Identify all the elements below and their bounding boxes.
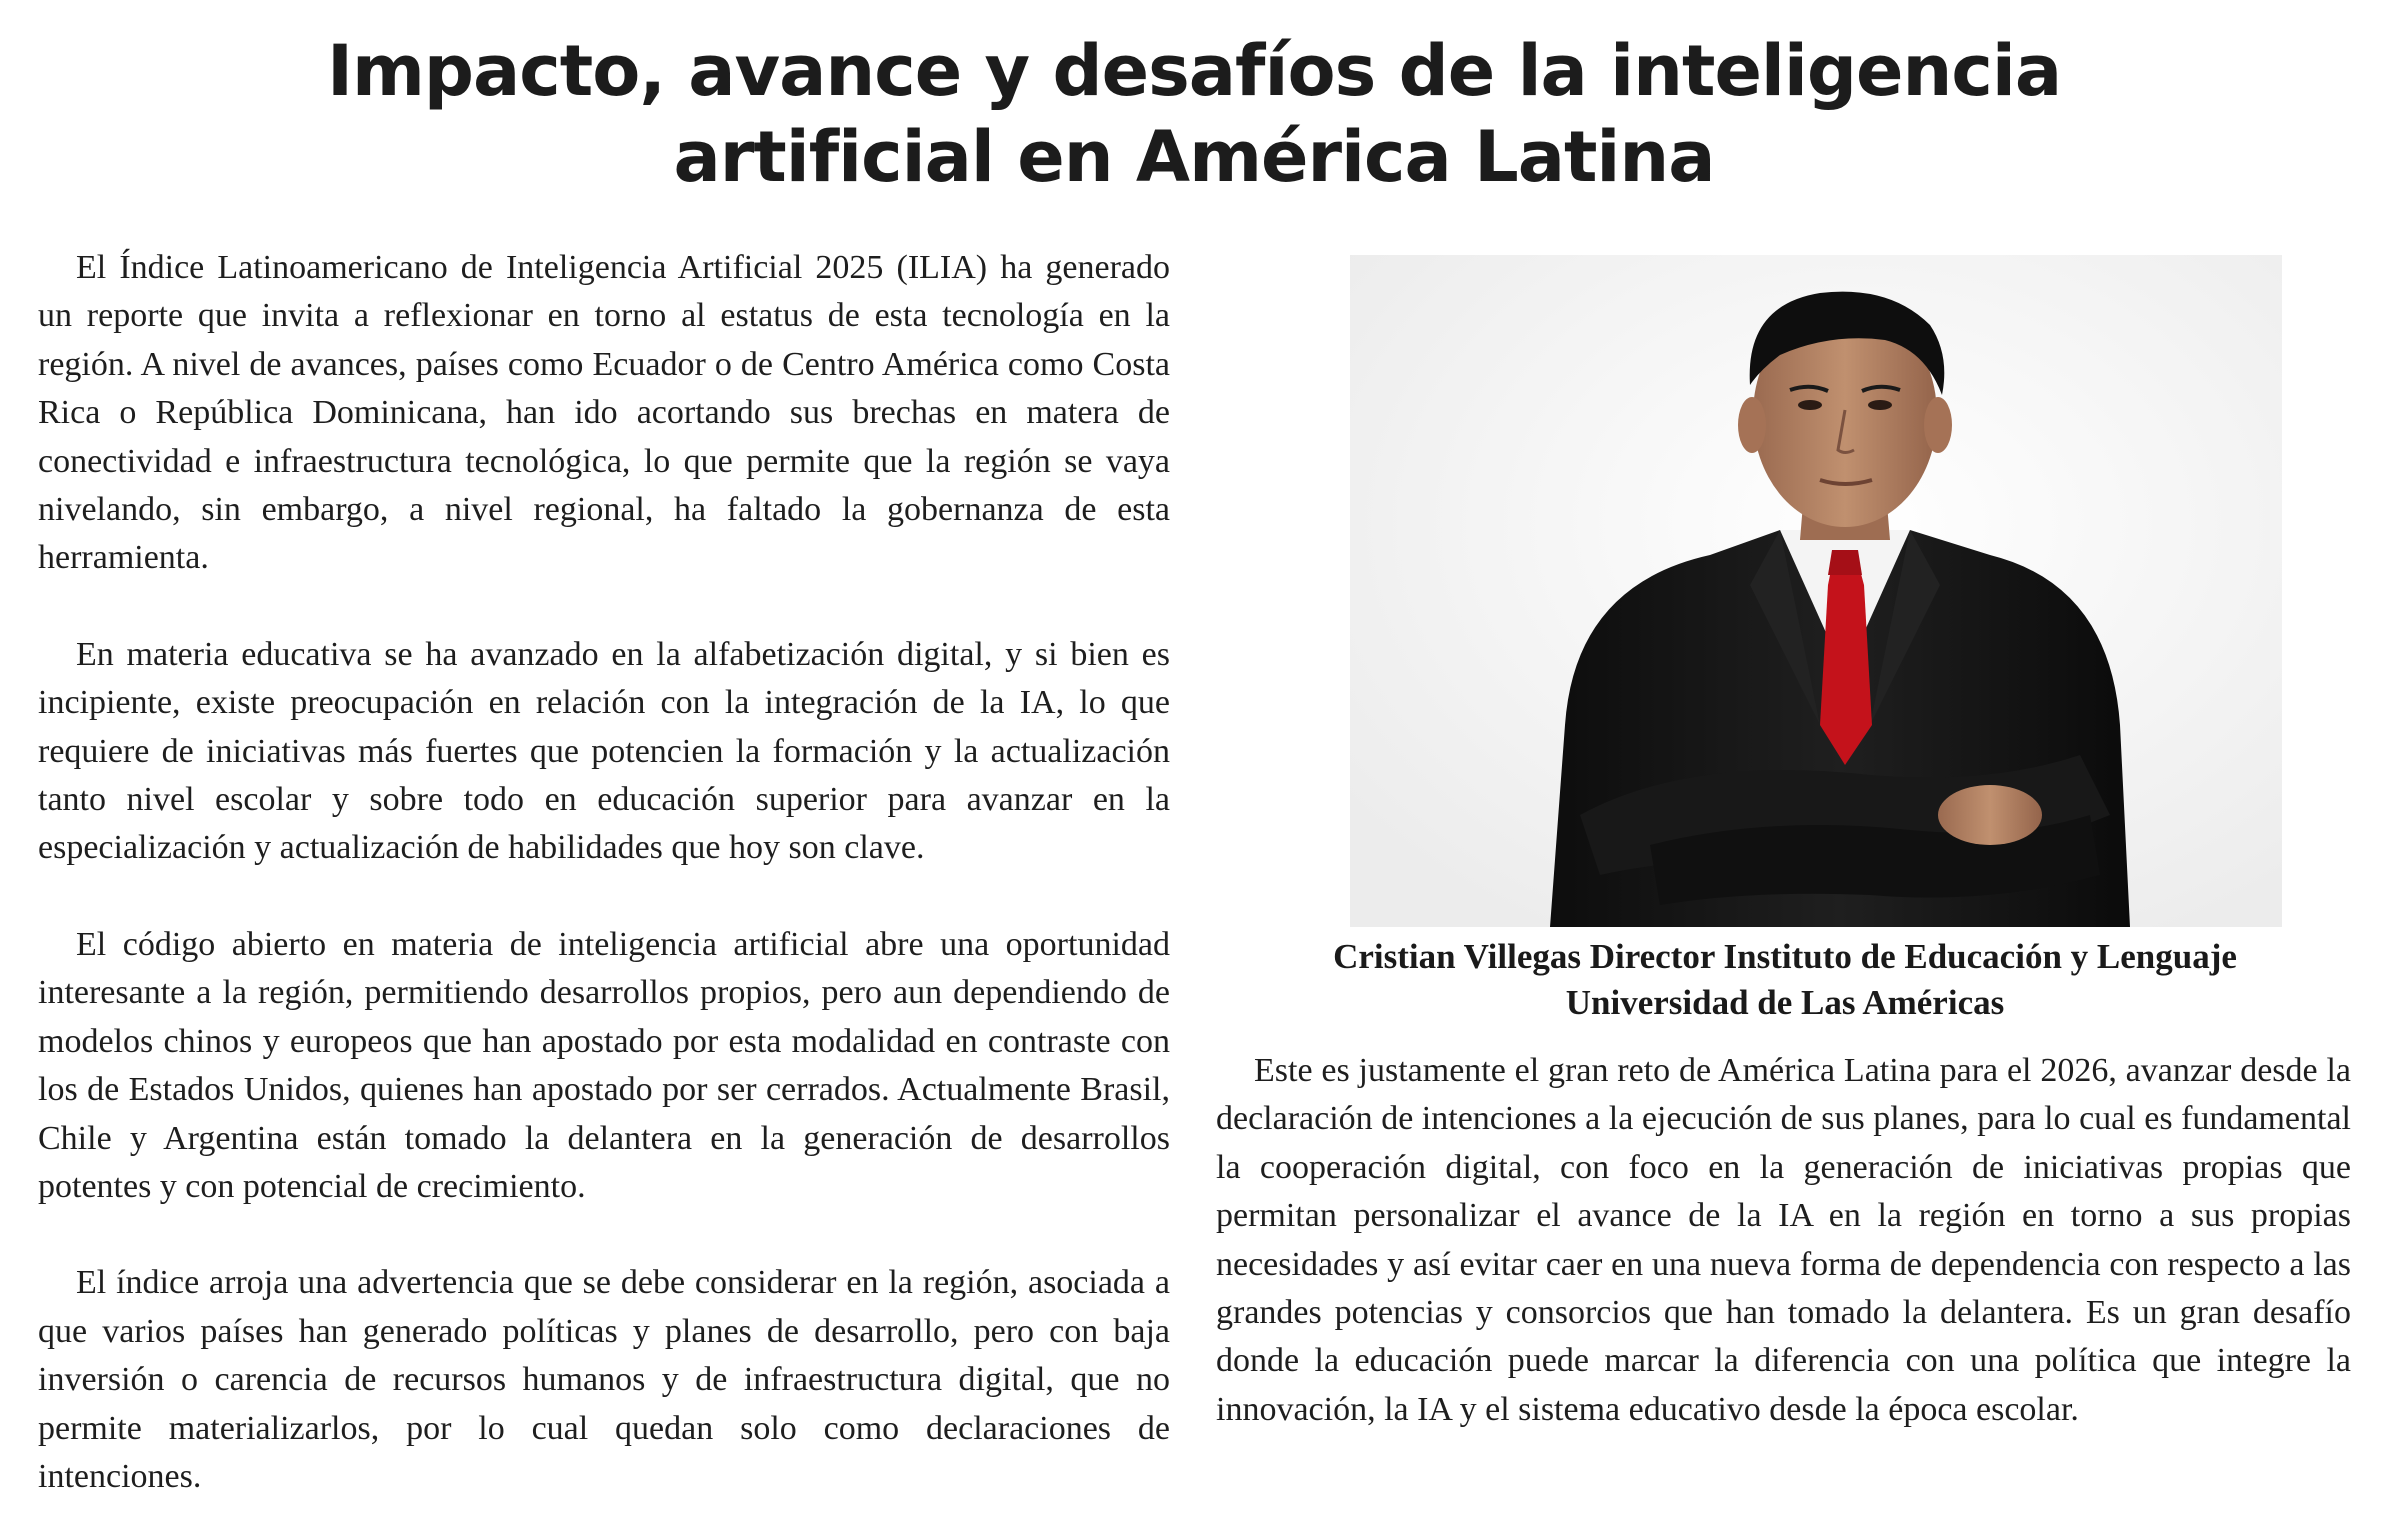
headline-line-2: artificial en América Latina	[673, 116, 1715, 198]
paragraph: El índice arroja una advertencia que se debe considerar en la región, asociada a que varios países han generado políticas y planes de desarrollo, pero con baja inversión o carencia de recursos humanos y de infraestructura digital, que no permite materializarlos, por lo cual quedan solo como declaraciones de intenciones.	[38, 1264, 1170, 1495]
paragraph: El código abierto en materia de inteligencia artificial abre una oportunidad interesante a la región, permitiendo desarrollos propios, pero aun dependiendo de modelos chinos y europeos que han apostado por esta modalidad en contraste con los de Estados Unidos, quienes han apostado por ser cerrados. Actualmente Brasil, Chile y Argentina están tomado la delantera en la generación de desarrollos potentes y con potencial de crecimiento.	[38, 925, 1170, 1205]
article-left-column	[38, 244, 1170, 1501]
photo-caption	[1240, 934, 2330, 1026]
portrait-illustration	[1350, 255, 2282, 927]
paragraph: Este es justamente el gran reto de América Latina para el 2026, avanzar desde la declaración de intenciones a la ejecución de sus planes, para lo cual es fundamental la cooperación digital, con foco en la generación de iniciativas propias que permitan personalizar el avance de la IA en la región en torno a sus propias necesidades y así evitar caer en una nueva forma de dependencia con respecto a las grandes potencias y consorcios que han tomado la delantera. Es un gran desafío donde la educación puede marcar la diferencia con una política que integre la innovación, la IA y el sistema educativo desde la época escolar.	[1216, 1052, 2351, 1428]
caption-line-1: Cristian Villegas Director Instituto de Educación y Lenguaje	[1333, 937, 2237, 976]
headline-line-1: Impacto, avance y desafíos de la inteligencia	[326, 30, 2062, 112]
author-photo	[1350, 255, 2282, 927]
paragraph: El Índice Latinoamericano de Inteligencia Artificial 2025 (ILIA) ha generado un reporte que invita a reflexionar en torno al estatus de esta tecnología en la región. A nivel de avances, países como Ecuador o de Centro América como Costa Rica o República Dominicana, han ido acortando sus brechas en matera de conectividad e infraestructura tecnológica, lo que permite que la región se vaya nivelando, sin embargo, a nivel regional, ha faltado la gobernanza de esta herramienta.	[38, 249, 1170, 577]
headline	[0, 28, 2388, 200]
caption-line-2: Universidad de Las Américas	[1565, 983, 2005, 1022]
article-right-column	[1216, 1047, 2351, 1434]
paragraph: En materia educativa se ha avanzado en la alfabetización digital, y si bien es incipiente, existe preocupación en relación con la integración de la IA, lo que requiere de iniciativas más fuertes que potencien la formación y la actualización tanto nivel escolar y sobre todo en educación superior para avanzar en la especialización y actualización de habilidades que hoy son clave.	[38, 635, 1170, 867]
